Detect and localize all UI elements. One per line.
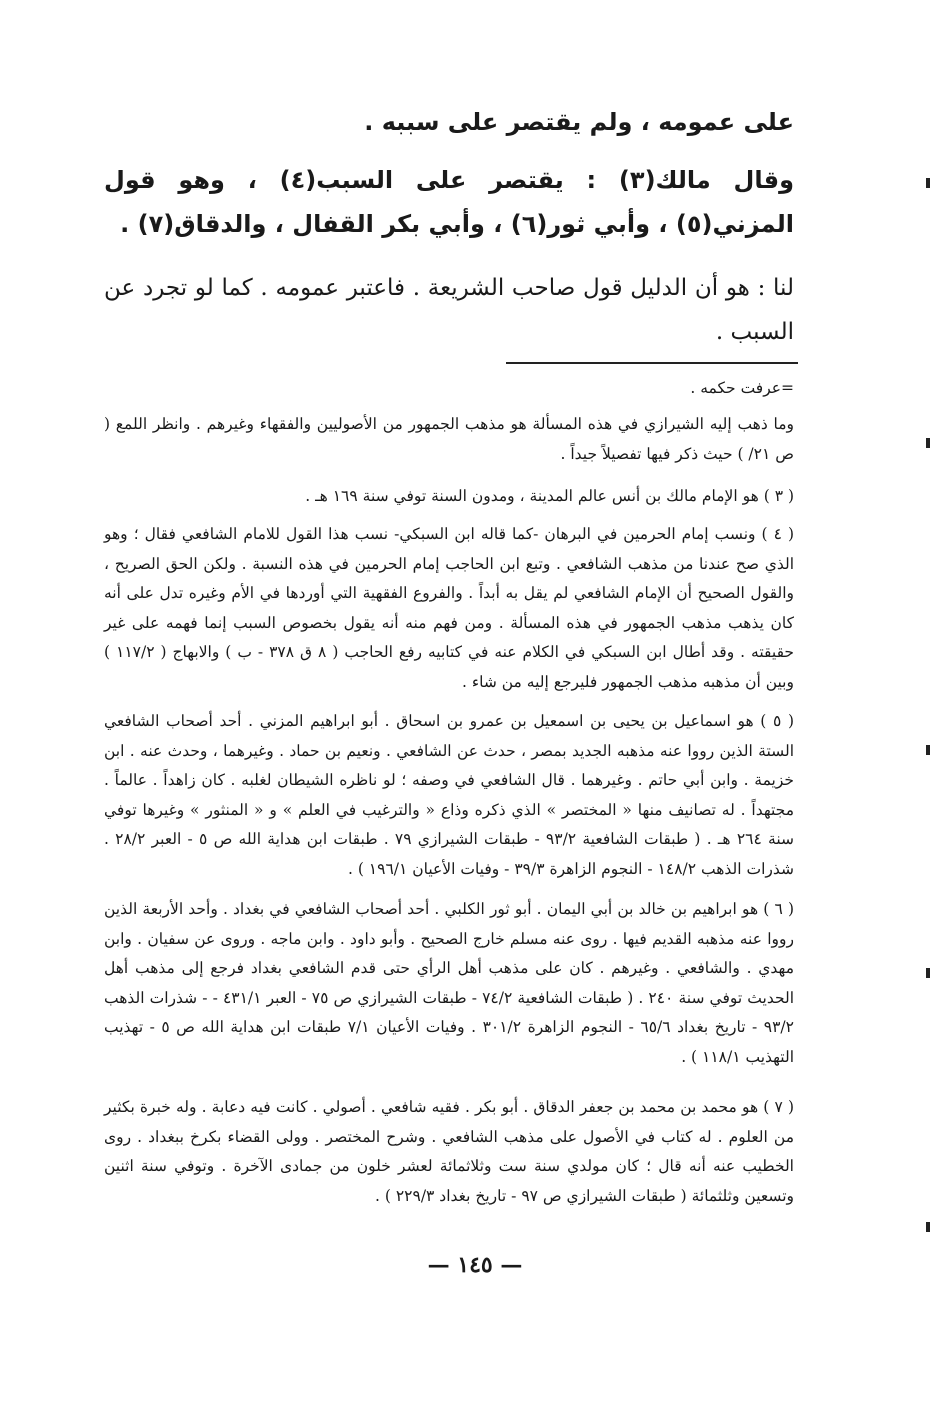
footnote-3: ( ٣ ) هو الإمام مالك بن أنس عالم المدينة ، ومدون السنة توفي سنة ١٦٩ هـ . xyxy=(305,487,794,505)
page-number: — ١٤٥ — xyxy=(427,1252,523,1278)
main-text-paragraph-3: لنا : هو أن الدليل قول صاحب الشريعة . فاعتبر عمومه . كما لو تجرد عن السبب . xyxy=(104,275,794,345)
margin-mark xyxy=(926,178,930,188)
margin-mark xyxy=(926,745,930,755)
margin-mark xyxy=(926,968,930,978)
footnote-separator xyxy=(506,362,798,364)
footnote-continuation: =عرفت حكمه . xyxy=(690,379,794,397)
footnote-continuation-note: وما ذهب إليه الشيرازي في هذه المسألة هو مذهب الجمهور من الأصوليين والفقهاء وغيرهم . وانظر اللمع ( ص ٢١/ ) حيث ذكر فيها تفصيلاً جيداً . xyxy=(104,415,794,463)
main-text-paragraph-2: وقال مالك(٣) : يقتصر على السبب(٤) ، وهو قول المزني(٥) ، وأبي ثور(٦) ، وأبي بكر القفال ، والدقاق(٧) . xyxy=(104,166,795,238)
footnote-7: ( ٧ ) هو محمد بن محمد بن جعفر الدقاق . أبو بكر . فقيه شافعي . أصولي . كانت فيه دعابة . وله خبرة بكثير من العلوم . له كتاب في الأصول على مذهب الشافعي . وشرح المختصر . وولى القضاء بكرخ ببغداد . روى الخطيب عنه أنه قال ؛ كان مولدي سنة ست وثلاثمائة لعشر خلون من جمادى الآخرة . وتوفي سنة اثنين وتسعين وثلثمائة ( طبقات الشيرازي ص ٩٧ - تاريخ بغداد ٢٢٩/٣ ) . xyxy=(104,1098,794,1205)
footnote-4: ( ٤ ) ونسب إمام الحرمين في البرهان -كما قاله ابن السبكي- نسب هذا القول للامام الشافعي فقال ؛ وهو الذي صح عندنا من مذهب الشافعي . وتبع ابن الحاجب إمام الحرمين في هذه النسبة . ولكن الحق الصريح ، والقول الصحيح أن الإمام الشافعي لم يقل به أبداً . والفروع الفقهية التي أوردها في الأم وغيره تدل على أنه كان يذهب مذهب الجمهور في هذه المسألة . ومن فهم منه أنه يقول بخصوص السبب إنما فهمه على غير حقيقته . وقد أطال ابن السبكي في الكلام عنه في كتابيه رفع الحاجب ( ٨ ق ٣٧٨ - ب ) والابهاج ( ١١٧/٢ ) وبين أن مذهبه مذهب الجمهور فليرجع إليه من شاء . xyxy=(104,525,794,691)
main-text-line-1: على عمومه ، ولم يقتصر على سببه . xyxy=(364,108,794,136)
footnote-5: ( ٥ ) هو اسماعيل بن يحيى بن اسمعيل بن عمرو بن اسحاق . أبو ابراهيم المزني . أحد أصحاب الشافعي الستة الذين رووا عنه مذهبه الجديد بمصر ، حدث عن الشافعي . ونعيم بن حماد . وغيرهما ، وحدث عنه . ابن خزيمة . وابن أبي حاتم . وغيرهما . قال الشافعي في وصفه ؛ لو ناظره الشيطان لغلبه . كان زاهداً . عالماً . مجتهداً . له تصانيف منها « المختصر » الذي ذكره وذاع « والترغيب في العلم » و « المنثور » وغيرها توفي سنة ٢٦٤ هـ . ( طبقات الشافعية ٩٣/٢ - طبقات الشيرازي ٧٩ . طبقات ابن هداية الله ص ٥ - العبر ٢٨/٢ . شذرات الذهب ١٤٨/٢ - النجوم الزاهرة ٣٩/٣ - وفيات الأعيان ١٩٦/١ ) . xyxy=(104,712,795,878)
margin-mark xyxy=(926,1222,930,1232)
footnote-6: ( ٦ ) هو ابراهيم بن خالد بن أبي اليمان . أبو ثور الكلبي . أحد أصحاب الشافعي في بغداد . وأحد الأربعة الذين رووا عنه مذهبه القديم فيها . روى عنه مسلم خارج الصحيح . وأبو داود . وابن ماجه . وروى عن سفيان . وابن مهدي . والشافعي . وغيرهم . كان على مذهب أهل الرأي حتى قدم الشافعي بغداد فرجع إلى مذهب أهل الحديث توفي سنة ٢٤٠ . ( طبقات الشافعية ٧٤/٢ - طبقات الشيرازي ص ٧٥ - العبر ٤٣١/١ - - شذرات الذهب ٩٣/٢ - تاريخ بغداد ٦٥/٦ - النجوم الزاهرة ٣٠١/٢ . وفيات الأعيان ٧/١ طبقات ابن هداية الله ص ٥ - تهذيب التهذيب ١١٨/١ ) . xyxy=(104,900,795,1066)
margin-mark xyxy=(926,438,930,448)
